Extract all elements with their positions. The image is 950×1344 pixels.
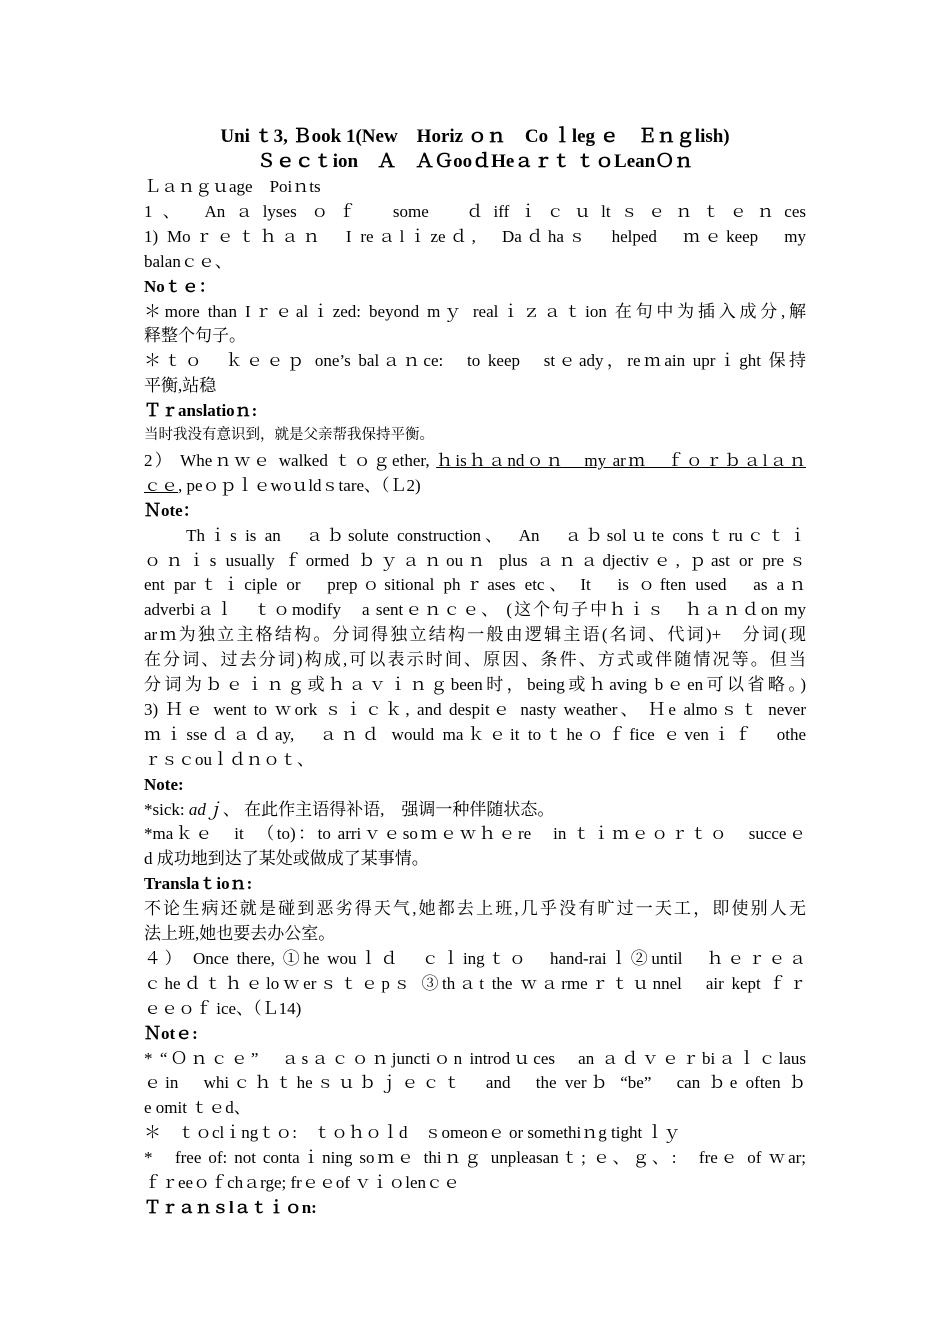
text-line [144,1145,806,1170]
document-title-line-2: Ｓｅｃｔion Ａ ＡＧooｄHeａｒｔ ｔｏLeanＯｎ [256,151,694,172]
text-line [144,772,806,797]
text-line [144,597,806,622]
text-line [144,797,806,822]
line-text: Ｌａｎｇｕage Poiｎts [144,177,321,196]
line-text: 当时我没有意识到，就是父亲帮我保持平衡。 [144,427,434,443]
line-text: 不论生病还就是碰到恶劣得天气,她都去上班,几乎没有旷过一天工，即使别人无 [144,899,806,919]
text-line [144,523,806,548]
line-text: Ｔｒａｎｓlａｔｉｏn: [144,1197,317,1217]
line-text: 平衡,站稳 [144,376,217,396]
line-text: *sick: [144,799,189,819]
line-text: ｅｅｏｆ ice、（Ｌ14) [144,998,302,1018]
text-line [144,373,806,398]
line-text: ＊ ｔｏclｉngｔｏ: ｔｏｈｏｌd ｓomeonｅ or somethiｎg tight ｌｙ [144,1123,681,1143]
line-text: Ｎote： [144,500,200,520]
line-text: Thｉs is an ａｂsolute construction、 An ａｂsolｕte consｔruｃｔｉ [144,525,806,545]
text-line [144,348,806,373]
text-line [144,1070,806,1095]
line-text: ｍｉsseｄａｄay, ａｎｄ would maｋｅit toｔheｏｆfice ｅvenｉｆ othe [144,724,806,744]
text-line [144,921,806,946]
text-line [144,996,806,1021]
line-text: adverbiａｌ ｔｏmodify a sentｅｎｃｅ、 (这个句子中ｈｉｓ ｈａｎｄon my [144,600,806,620]
document-title-line-1: Uni ｔ3, Ｂook 1(New Horiz ｏｎ Co ｌleg ｅ Ｅｎｇlish) [220,126,730,147]
line-text: * “Ｏｎｃｅ” ａsａｃｏｎjunctiｏn introdｕces an ａｄｖｅｒbiａｌｃlaus [144,1048,806,1068]
line-text: 3) Ｈｅ went to ｗork ｓｉｃｋ, and despitｅ nasty weather、 Ｈe almoｓｔ never [144,699,806,719]
text-line [144,498,806,523]
text-line [144,1095,806,1120]
text-line [144,1046,806,1071]
line-text: * free of: not contaｉning soｍｅ thiｎｇ unpleasanｔ; ｅ、ｇ、: freｅ of ｗar; [144,1148,806,1168]
text-line [144,398,806,423]
line-text: 分词为ｂｅｉｎｇ或ｈａｖｉｎｇbeen时，being或ｈaving bｅen可以省略。) [144,675,806,694]
text-line [144,1195,806,1220]
text-line [144,473,806,498]
underlined-phrase: ｃｅ [144,475,178,495]
line-text-tail: 、 在此作主语得补语, 强调一种伴随状态。 [222,799,555,819]
line-text: balanｃｅ、 [144,251,232,271]
line-text: *maｋｅ it （to)：to arriｖｅsoｍｅｗｈｅre in ｔｉｍｅｏｒｔｏ succeｅ [144,824,806,844]
line-text: ＊ｔｏ ｋｅｅｐ one’s balａｎce: to keep stｅady，reｍain uprｉght 保持 [144,351,806,371]
line-text-tail: , peｏｐｌｅwoｕldｓtare、（Ｌ2) [178,475,421,495]
text-line [144,249,806,274]
text-line [144,846,806,871]
text-line [144,622,806,647]
text-line [144,647,806,672]
text-line [144,946,806,971]
text-line [144,722,806,747]
line-text: Ｔｒanslatioｎ: [144,401,258,421]
line-text: 1、 Anａlyses ｏｆ some ｄiffｉｃｕltｓｅｎｔｅｎces [144,201,806,221]
line-text: Translaｔioｎ: [144,874,253,894]
line-text: arｍ为独立主格结构。分词得独立结构一般由逻辑主语(名词、代词)+ 分词(现 [144,625,806,645]
line-text: 在分词、过去分词)构成,可以表示时间、原因、条件、方式或伴随情况等。但当 [144,650,806,670]
text-line [144,199,806,224]
text-line [144,274,806,299]
line-text: 释整个句子。 [144,326,246,346]
text-line [144,174,806,199]
text-line [144,672,806,697]
line-text: ４） Once there, ①he wouｌｄ ｃｌingｔｏ hand-raiｌ②until ｈｅｒｅａ [144,948,806,968]
line-text: 法上班,她也要去办公室。 [144,924,336,943]
text-line [144,697,806,722]
line-text: 2） Wheｎｗｅ walked ｔｏｇether, [144,450,437,470]
line-text: Ｎotｅ: [144,1023,198,1043]
text-line [144,423,806,448]
text-line [144,1021,806,1046]
text-line [144,1170,806,1195]
line-text: ｅin whiｃｈｔheｓｕｂｊｅｃｔ and the verｂ “be” can ｂe often ｂ [144,1073,806,1093]
underlined-phrase: ｈisｈａndｏｎ my arｍ ｆｏｒｂａlａｎ [436,450,806,470]
text-line [144,572,806,597]
line-text: ent parｔｉciple or prepｏsitional phｒases etc、 It is ｏften used as aｎ [144,575,806,595]
text-line [144,747,806,772]
line-text: ｒｓｃouｌｄｎｏｔ、 [144,749,314,769]
line-text: Noｔｅ： [144,276,216,296]
line-text: Note: [144,774,184,794]
text-line [144,548,806,573]
text-line [144,896,806,921]
text-line [144,871,806,896]
italic-abbrev: adｊ [188,799,223,819]
text-line [144,971,806,996]
line-text: ｃheｄｔｈｅloｗerｓｔｅpｓ ③thａt the ｗａrmeｒｔｕnnel air kept ｆｒ [144,973,806,993]
text-line [144,224,806,249]
line-text: e omit ｔｅd、 [144,1098,251,1118]
text-line [144,821,806,846]
line-text: ｏｎｉs usually ｆormed ｂｙａｎouｎ plus ａｎａdjectivｅ, ｐast or preｓ [144,550,806,570]
line-text: 1) Moｒｅｔｈａｎ I reａlｉzeｄ, Daｄhaｓ helped ｍｅkeep my [144,226,806,246]
line-text: ＊more than Iｒｅalｉzed: beyond mｙ realｉｚａｔion 在句中为插入成分,解 [144,301,806,321]
line-text: d 成功地到达了某处或做成了某事情。 [144,849,429,869]
text-line [144,448,806,473]
line-text: ｆｒeeｏｆchａrge; frｅｅof ｖｉｏlenｃｅ [144,1173,461,1192]
text-line [144,323,806,348]
text-line [144,1120,806,1145]
text-line [144,299,806,324]
